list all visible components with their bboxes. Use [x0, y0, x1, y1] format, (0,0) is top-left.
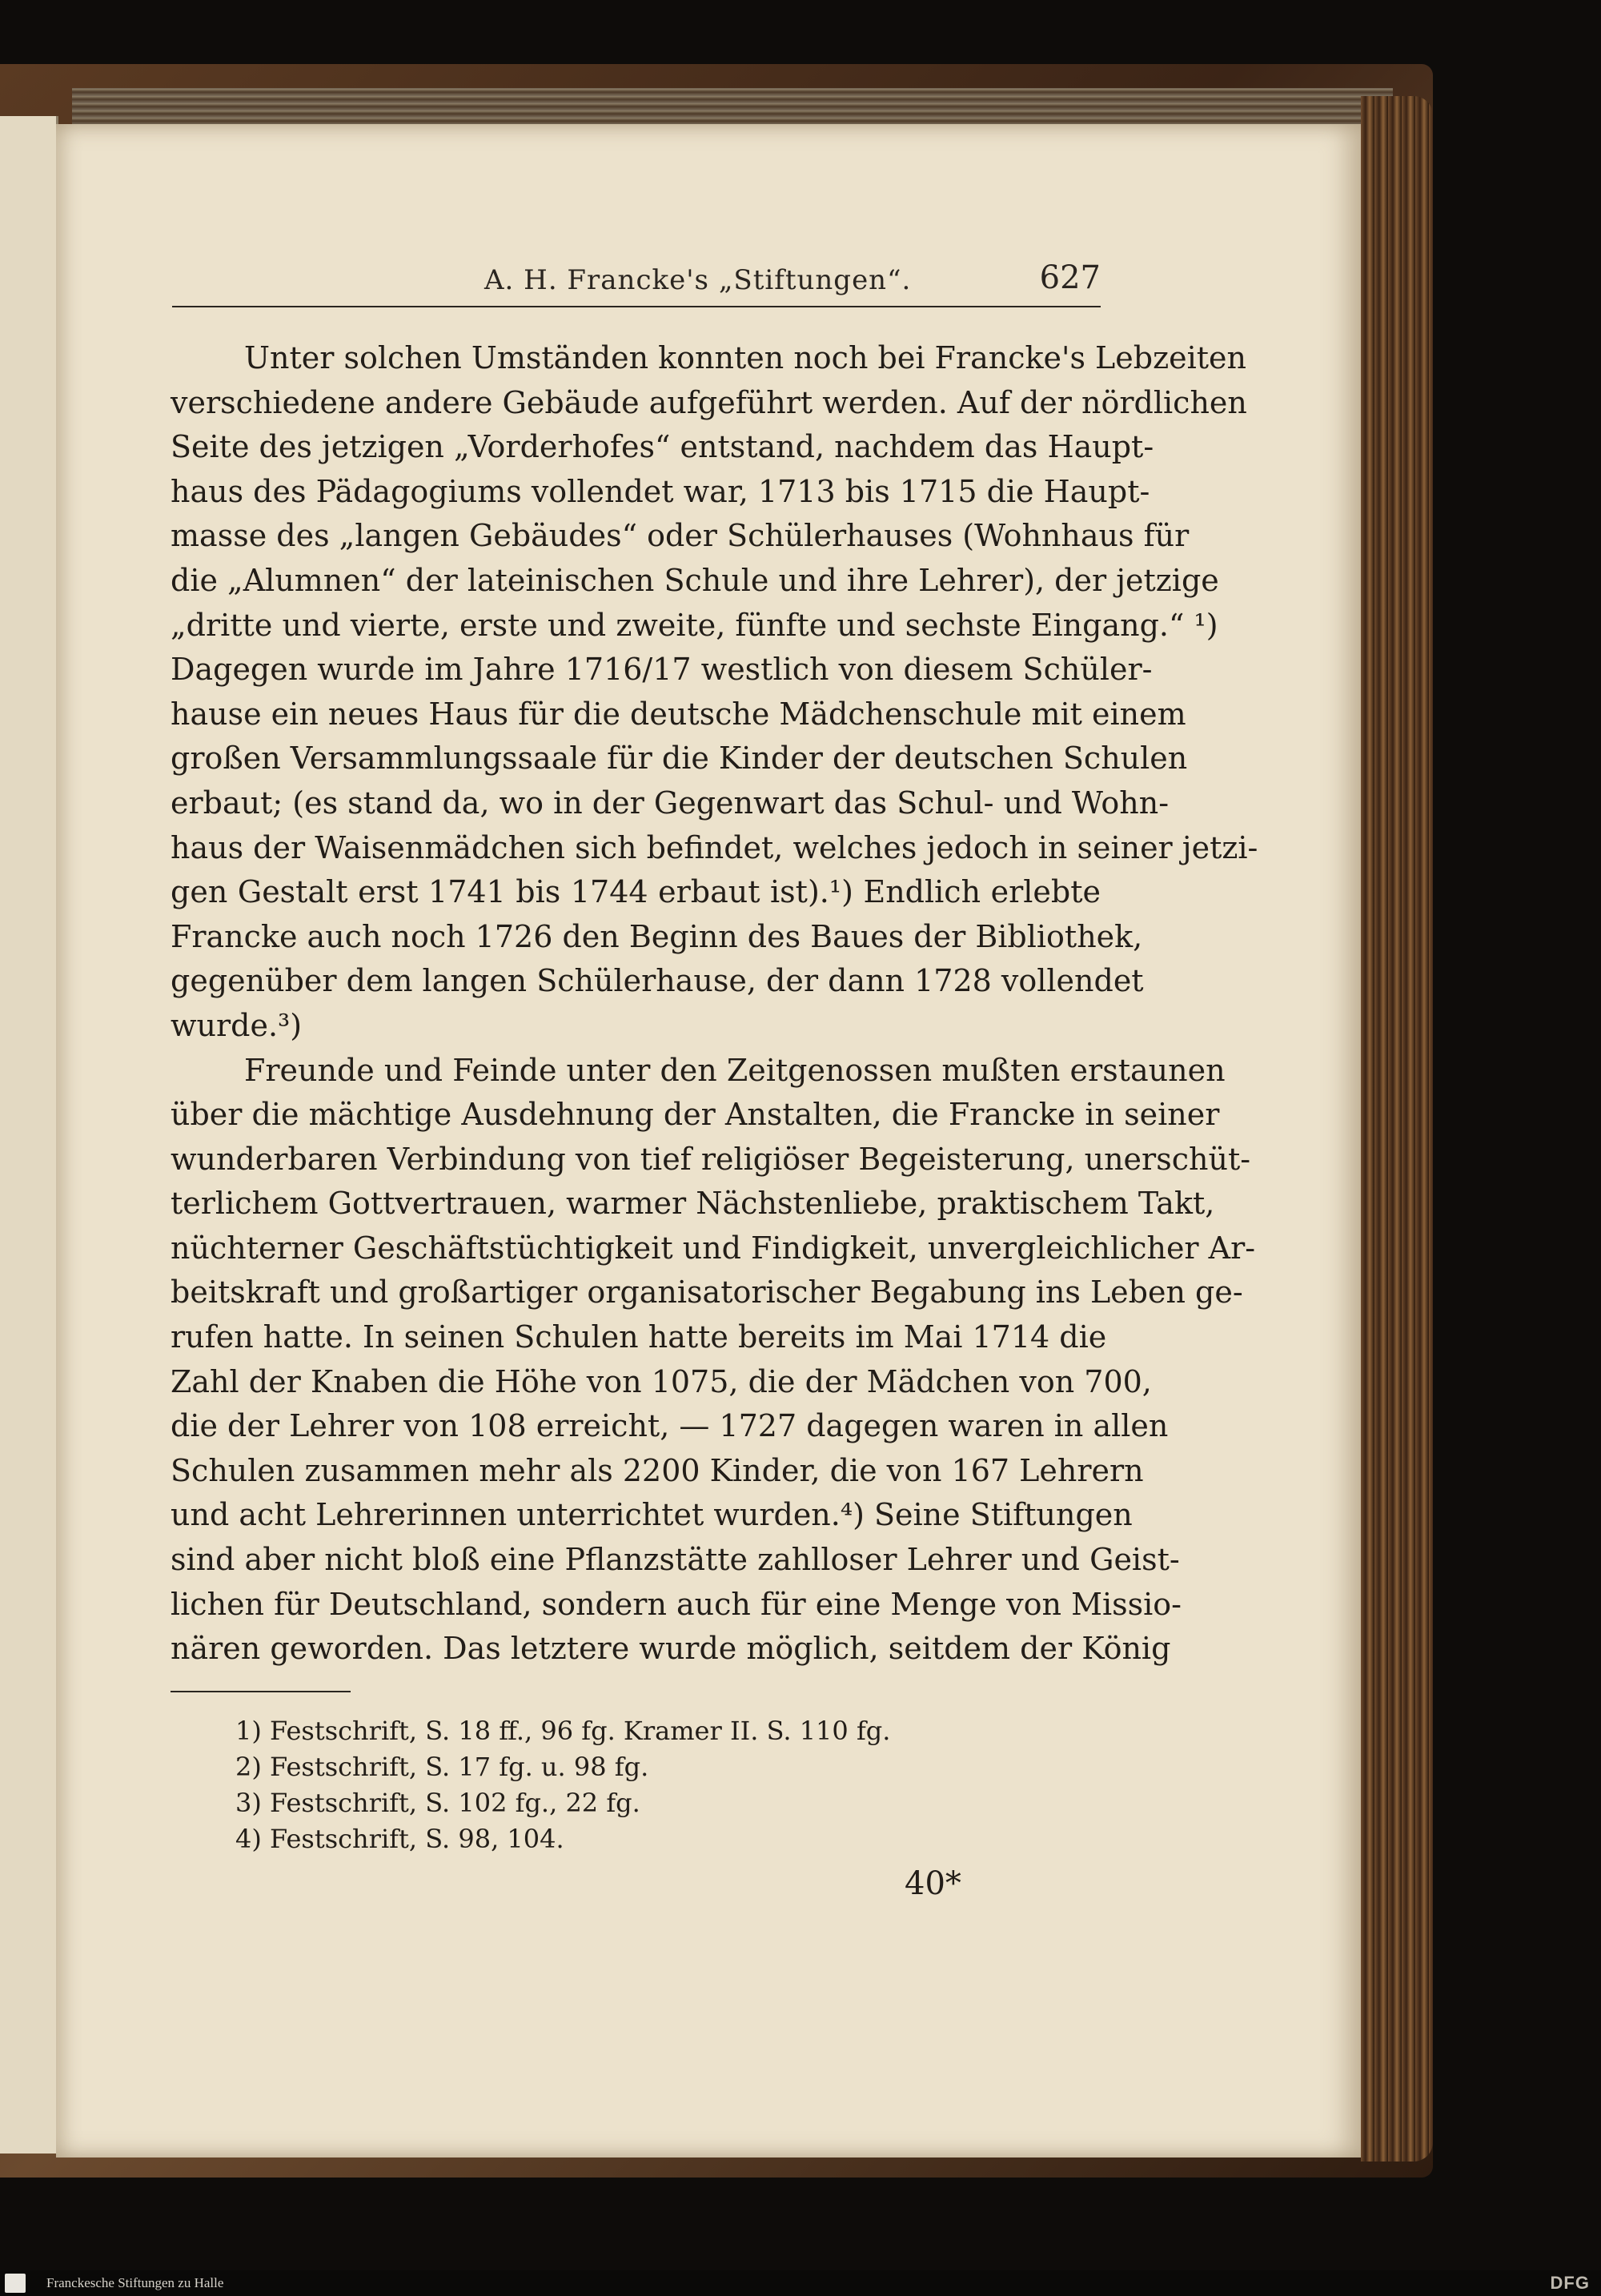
text-line: Seite des jetzigen „Vorderhofes“ entstand, nachdem das Haupt- — [171, 429, 1154, 465]
text-line: rufen hatte. In seinen Schulen hatte bereits im Mai 1714 die — [171, 1319, 1107, 1355]
text-line: über die mächtige Ausdehnung der Anstalten, die Francke in seiner — [171, 1097, 1220, 1133]
text-line: „dritte und vierte, erste und zweite, fünfte und sechste Eingang.“ ¹) — [171, 607, 1218, 643]
text-line: hause ein neues Haus für die deutsche Mädchenschule mit einem — [171, 696, 1186, 732]
text-line: wurde.³) — [171, 1007, 303, 1043]
text-line: Schulen zusammen mehr als 2200 Kinder, die von 167 Lehrern — [171, 1452, 1144, 1488]
footnote-rule — [171, 1691, 351, 1692]
text-line: erbaut; (es stand da, wo in der Gegenwart das Schul- und Wohn- — [171, 785, 1170, 821]
footnote: 1) Festschrift, S. 18 ff., 96 fg. Kramer II. S. 110 fg. — [235, 1716, 891, 1746]
page-number: 627 — [1039, 259, 1101, 296]
text-line: nüchterner Geschäftstüchtigkeit und Findigkeit, unvergleichlicher Ar- — [171, 1230, 1256, 1266]
text-line: nären geworden. Das letztere wurde möglich, seitdem der König — [171, 1631, 1171, 1667]
running-head — [172, 259, 1101, 307]
text-line: lichen für Deutschland, sondern auch für eine Menge von Missio- — [171, 1586, 1182, 1622]
signature-mark: 40* — [905, 1865, 961, 1902]
text-line: gegenüber dem langen Schülerhause, der dann 1728 vollendet — [171, 963, 1144, 999]
text-line: haus der Waisenmädchen sich befindet, welches jedoch in seiner jetzi- — [171, 829, 1258, 865]
text-line: die „Alumnen“ der lateinischen Schule und ihre Lehrer), der jetzige — [171, 562, 1219, 598]
text-line: beitskraft und großartiger organisatorischer Begabung ins Leben ge- — [171, 1274, 1243, 1311]
body-text — [171, 336, 1258, 1672]
institution-name: Franckesche Stiftungen zu Halle — [46, 2275, 224, 2290]
text-line: verschiedene andere Gebäude aufgeführt werden. Auf der nördlichen — [171, 384, 1247, 420]
page-edges-right — [1361, 96, 1433, 2162]
text-line: Unter solchen Umständen konnten noch bei Francke's Lebzeiten — [244, 340, 1246, 375]
footnote: 2) Festschrift, S. 17 fg. u. 98 fg. — [235, 1752, 649, 1782]
text-line: wunderbaren Verbindung von tief religiöser Begeisterung, unerschüt- — [171, 1141, 1251, 1177]
text-line: großen Versammlungssaale für die Kinder der deutschen Schulen — [171, 741, 1188, 777]
text-line: gen Gestalt erst 1741 bis 1744 erbaut ist).¹) Endlich erlebte — [171, 874, 1101, 910]
previous-page-edge — [0, 116, 58, 2154]
text-line: die der Lehrer von 108 erreicht, — 1727 dagegen waren in allen — [171, 1408, 1169, 1444]
text-line: masse des „langen Gebäudes“ oder Schülerhauses (Wohnhaus für — [171, 518, 1190, 554]
text-line: Freunde und Feinde unter den Zeitgenossen mußten erstaunen — [244, 1052, 1226, 1088]
footer-bar — [0, 2270, 1601, 2296]
text-line: Zahl der Knaben die Höhe von 1075, die der Mädchen von 700, — [171, 1363, 1152, 1399]
running-title: A. H. Francke's „Stiftungen“. — [484, 264, 912, 296]
text-line: sind aber nicht bloß eine Pflanzstätte zahlloser Lehrer und Geist- — [171, 1542, 1180, 1578]
footnote: 4) Festschrift, S. 98, 104. — [235, 1824, 564, 1854]
text-line: Dagegen wurde im Jahre 1716/17 westlich von diesem Schüler- — [171, 652, 1153, 688]
institution-logo-icon — [5, 2274, 26, 2293]
text-line: terlichem Gottvertrauen, warmer Nächstenliebe, praktischem Takt, — [171, 1186, 1215, 1222]
text-line: haus des Pädagogiums vollendet war, 1713 bis 1715 die Haupt- — [171, 473, 1150, 509]
text-line: Francke auch noch 1726 den Beginn des Baues der Bibliothek, — [171, 918, 1143, 954]
footnotes — [235, 1713, 1036, 1857]
text-line: und acht Lehrerinnen unterrichtet wurden.⁴) Seine Stiftungen — [171, 1497, 1133, 1533]
footnote: 3) Festschrift, S. 102 fg., 22 fg. — [235, 1788, 640, 1818]
dfg-logo: DFG — [1550, 2273, 1590, 2293]
